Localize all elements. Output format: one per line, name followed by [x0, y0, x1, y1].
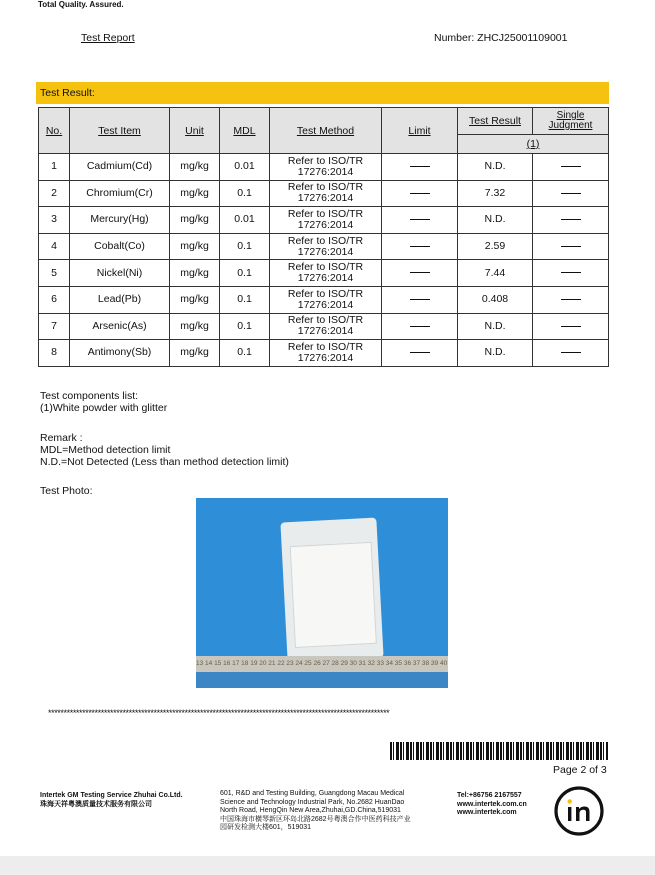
cell-no: 5	[39, 260, 70, 287]
cell-test-item: Antimony(Sb)	[70, 340, 170, 367]
cell-limit	[382, 233, 458, 260]
cell-result: 7.44	[458, 260, 533, 287]
address-cn-2: 园研发检测大楼601，519031	[220, 824, 312, 831]
cell-unit: mg/kg	[170, 233, 220, 260]
table-row	[39, 207, 609, 234]
cell-no: 2	[39, 180, 70, 207]
cell-judgment	[533, 286, 609, 313]
footer-company	[40, 792, 183, 809]
cell-unit: mg/kg	[170, 286, 220, 313]
cell-unit: mg/kg	[170, 313, 220, 340]
table-row	[39, 180, 609, 207]
tel: Tel:+86756 2167557	[457, 792, 522, 799]
company-en: Intertek GM Testing Service Zhuhai Co.Ltd.	[40, 792, 183, 799]
cell-mdl: 0.1	[220, 233, 270, 260]
cell-limit	[382, 340, 458, 367]
sample-photo	[196, 498, 448, 688]
website-cn[interactable]: www.intertek.com.cn	[457, 800, 527, 808]
cell-unit: mg/kg	[170, 154, 220, 181]
dash-line	[561, 352, 581, 353]
cell-result: 7.32	[458, 180, 533, 207]
remark-section	[40, 432, 289, 468]
cell-mdl: 0.1	[220, 180, 270, 207]
remark-nd: N.D.=Not Detected (Less than method detection limit)	[40, 456, 289, 468]
tagline: Total Quality. Assured.	[38, 0, 124, 9]
cell-result: N.D.	[458, 313, 533, 340]
components-title: Test components list:	[40, 390, 139, 402]
cell-unit: mg/kg	[170, 340, 220, 367]
dash-line	[410, 219, 430, 220]
dash-line	[410, 352, 430, 353]
header-test-result: Test Result	[458, 108, 533, 135]
cell-test-item: Chromium(Cr)	[70, 180, 170, 207]
divider-stars: **************************************************************************************************************	[48, 708, 390, 718]
remark-title: Remark :	[40, 432, 83, 444]
cell-test-method: Refer to ISO/TR 17276:2014	[270, 154, 382, 181]
cell-mdl: 0.1	[220, 313, 270, 340]
dash-line	[410, 193, 430, 194]
test-photo-title: Test Photo:	[40, 485, 93, 497]
components-item: (1)White powder with glitter	[40, 402, 168, 414]
cell-limit	[382, 207, 458, 234]
cell-limit	[382, 260, 458, 287]
dash-line	[561, 272, 581, 273]
dash-line	[561, 166, 581, 167]
cell-test-method: Refer to ISO/TR 17276:2014	[270, 260, 382, 287]
dash-line	[410, 166, 430, 167]
cell-mdl: 0.01	[220, 154, 270, 181]
cell-test-method: Refer to ISO/TR 17276:2014	[270, 180, 382, 207]
cell-no: 8	[39, 340, 70, 367]
cell-no: 6	[39, 286, 70, 313]
cell-limit	[382, 313, 458, 340]
header-no: No.	[39, 108, 70, 154]
cell-test-item: Lead(Pb)	[70, 286, 170, 313]
dash-line	[561, 299, 581, 300]
company-cn: 珠海天祥粤澳质量技术服务有限公司	[40, 800, 152, 808]
cell-test-method: Refer to ISO/TR 17276:2014	[270, 313, 382, 340]
table-row	[39, 313, 609, 340]
address-line-3: North Road, HengQin New Area,Zhuhai,GD.China,519031	[220, 807, 401, 814]
table-row	[39, 233, 609, 260]
cell-test-item: Nickel(Ni)	[70, 260, 170, 287]
dash-line	[561, 326, 581, 327]
cell-mdl: 0.01	[220, 207, 270, 234]
dash-line	[410, 272, 430, 273]
report-number: Number: ZHCJ25001109001	[434, 32, 568, 44]
dash-line	[410, 326, 430, 327]
cell-limit	[382, 180, 458, 207]
cell-result: N.D.	[458, 154, 533, 181]
cell-judgment	[533, 260, 609, 287]
cell-test-method: Refer to ISO/TR 17276:2014	[270, 286, 382, 313]
cell-test-item: Cobalt(Co)	[70, 233, 170, 260]
cell-result: N.D.	[458, 207, 533, 234]
cell-test-method: Refer to ISO/TR 17276:2014	[270, 207, 382, 234]
address-line-1: 601, R&D and Testing Building, Guangdong Macau Medical	[220, 790, 405, 797]
cell-test-item: Arsenic(As)	[70, 313, 170, 340]
dash-line	[561, 246, 581, 247]
header-limit: Limit	[382, 108, 458, 154]
cell-judgment	[533, 233, 609, 260]
ruler: 13 14 15 16 17 18 19 20 21 22 23 24 25 26 27 28 29 30 31 32 33 34 35 36 37 38 39 40	[196, 656, 448, 672]
cell-result: 2.59	[458, 233, 533, 260]
header-sample-number: (1)	[458, 135, 609, 154]
test-result-label: Test Result:	[40, 87, 95, 99]
table-row	[39, 286, 609, 313]
table-row	[39, 154, 609, 181]
dash-line	[561, 219, 581, 220]
footer-address	[220, 790, 411, 833]
page-number: Page 2 of 3	[553, 764, 607, 776]
dash-line	[561, 193, 581, 194]
report-title: Test Report	[81, 32, 135, 44]
table-row	[39, 260, 609, 287]
footer-contact	[457, 792, 527, 818]
header-unit: Unit	[170, 108, 220, 154]
test-result-bar	[36, 82, 609, 104]
cell-unit: mg/kg	[170, 207, 220, 234]
intertek-logo-icon	[553, 785, 605, 837]
dash-line	[410, 299, 430, 300]
cell-unit: mg/kg	[170, 260, 220, 287]
cell-no: 7	[39, 313, 70, 340]
cell-judgment	[533, 180, 609, 207]
header-mdl: MDL	[220, 108, 270, 154]
cell-judgment	[533, 340, 609, 367]
cell-no: 4	[39, 233, 70, 260]
cell-judgment	[533, 154, 609, 181]
header-test-item: Test Item	[70, 108, 170, 154]
address-line-2: Science and Technology Industrial Park, No.2682 HuanDao	[220, 798, 405, 806]
website[interactable]: www.intertek.com	[457, 809, 517, 816]
address-cn-1: 中国珠海市横琴新区环岛北路2682号粤澳合作中医药科技产业	[220, 815, 411, 823]
footer-bar	[0, 856, 655, 875]
cell-no: 1	[39, 154, 70, 181]
cell-no: 3	[39, 207, 70, 234]
cell-result: N.D.	[458, 340, 533, 367]
cell-judgment	[533, 207, 609, 234]
table-row	[39, 340, 609, 367]
header-single-judgment: Single Judgment	[533, 108, 609, 135]
barcode	[390, 742, 608, 760]
sample-bag	[280, 518, 383, 663]
cell-limit	[382, 154, 458, 181]
cell-test-item: Mercury(Hg)	[70, 207, 170, 234]
cell-mdl: 0.1	[220, 260, 270, 287]
cell-test-method: Refer to ISO/TR 17276:2014	[270, 233, 382, 260]
cell-result: 0.408	[458, 286, 533, 313]
dash-line	[410, 246, 430, 247]
cell-mdl: 0.1	[220, 286, 270, 313]
cell-limit	[382, 286, 458, 313]
cell-unit: mg/kg	[170, 180, 220, 207]
components-section	[40, 390, 167, 414]
cell-mdl: 0.1	[220, 340, 270, 367]
remark-mdl: MDL=Method detection limit	[40, 444, 171, 456]
cell-test-method: Refer to ISO/TR 17276:2014	[270, 340, 382, 367]
header-test-method: Test Method	[270, 108, 382, 154]
cell-judgment	[533, 313, 609, 340]
cell-test-item: Cadmium(Cd)	[70, 154, 170, 181]
results-table	[38, 107, 609, 367]
